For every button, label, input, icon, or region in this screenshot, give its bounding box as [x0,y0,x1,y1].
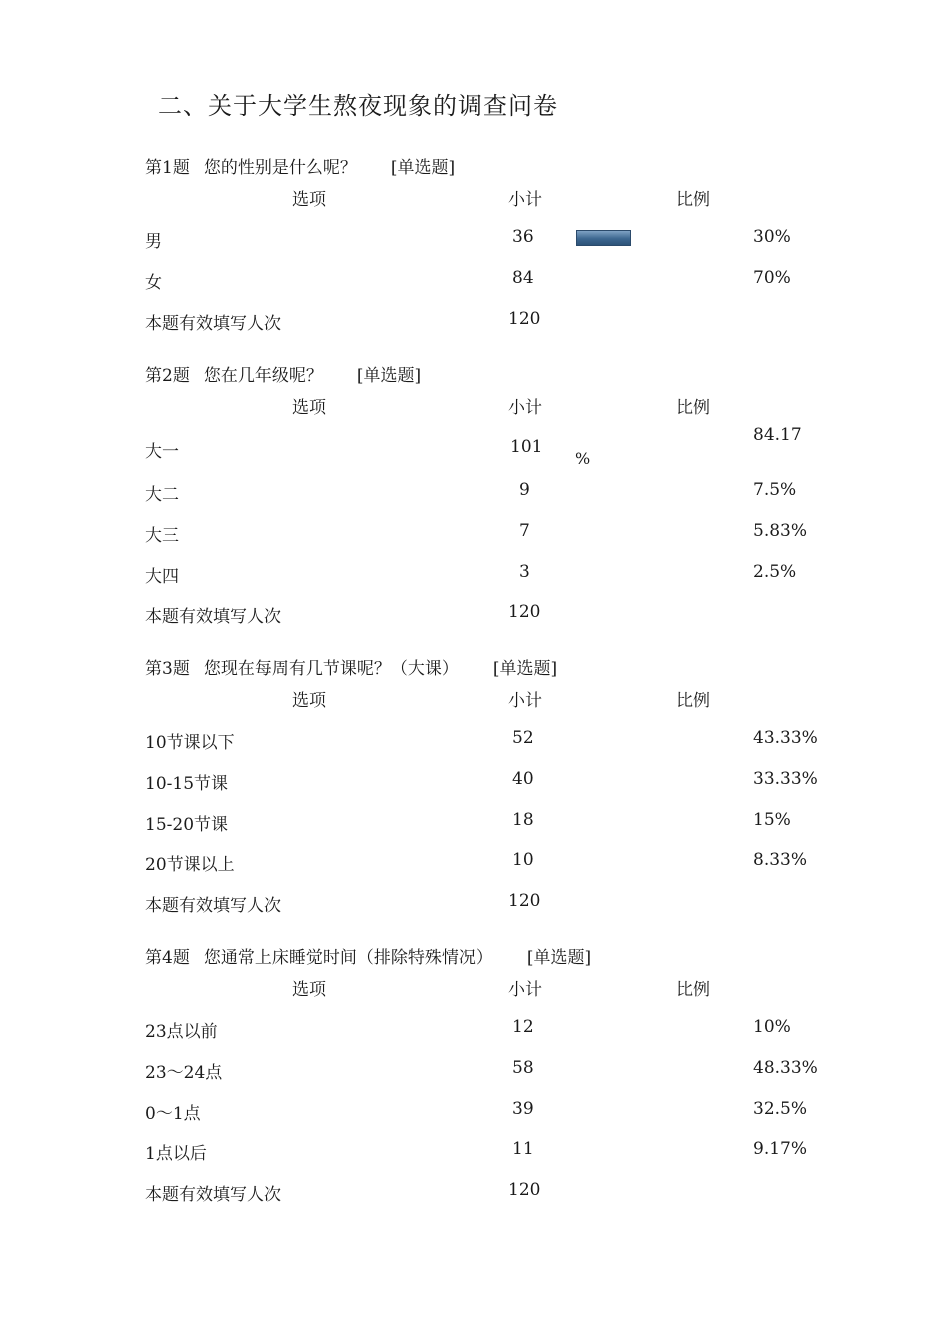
table-row [0,1099,950,1129]
row-ratio-sign: % [575,449,591,468]
header-count: 小计 [508,980,542,1000]
question-type: [单选题] [526,948,592,968]
header-ratio: 比例 [676,398,710,418]
row-option: 0～1点 [145,1104,201,1124]
total-label: 本题有效填写人次 [145,314,281,334]
table-row [0,562,950,592]
row-ratio: 15% [753,810,791,830]
row-ratio: 70% [753,268,791,288]
total-label: 本题有效填写人次 [145,1185,281,1205]
ratio-bar [576,230,631,246]
row-count: 84 [512,268,534,288]
row-option: 1点以后 [145,1144,207,1164]
total-label: 本题有效填写人次 [145,607,281,627]
table-row [0,1058,950,1088]
row-ratio: 5.83% [753,521,808,541]
table-row-total [0,891,950,921]
question-text: 您通常上床睡觉时间（排除特殊情况） [203,948,493,968]
row-option: 10节课以下 [145,733,235,753]
row-ratio: 8.33% [753,850,808,870]
header-option: 选项 [292,190,326,210]
row-option: 20节课以上 [145,855,235,875]
row-count: 11 [512,1139,534,1159]
table-row-total [0,602,950,632]
row-count: 58 [512,1058,534,1078]
question-type: [单选题] [390,158,456,178]
header-count: 小计 [508,190,542,210]
row-count: 40 [512,769,534,789]
question-text: 您的性别是什么呢？ [203,158,357,178]
header-ratio: 比例 [676,691,710,711]
total-label: 本题有效填写人次 [145,896,281,916]
header-ratio: 比例 [676,190,710,210]
header-ratio: 比例 [676,980,710,1000]
row-ratio: 84.17 [753,425,802,445]
table-row [0,268,950,298]
table-row [0,480,950,510]
table-row-total [0,309,950,339]
header-count: 小计 [508,398,542,418]
row-ratio: 9.17% [753,1139,808,1159]
row-count: 7 [519,521,530,541]
row-count: 12 [512,1017,534,1037]
total-count: 120 [508,891,541,911]
question-number: 第3题 [145,659,190,679]
row-count: 3 [519,562,530,582]
table-row [0,810,950,840]
page-title: 二、关于大学生熬夜现象的调查问卷 [158,92,558,120]
total-count: 120 [508,309,541,329]
row-option: 23点以前 [145,1022,218,1042]
table-row [0,425,950,473]
question-text: 您在几年级呢？ [203,366,323,386]
row-ratio: 48.33% [753,1058,818,1078]
row-option: 10-15节课 [145,774,229,794]
question-type: [单选题] [492,659,558,679]
row-ratio: 30% [753,227,791,247]
header-option: 选项 [292,398,326,418]
row-ratio: 10% [753,1017,791,1037]
row-ratio: 7.5% [753,480,797,500]
row-option: 23～24点 [145,1063,223,1083]
row-count: 52 [512,728,534,748]
table-row [0,728,950,758]
question-heading [145,654,557,679]
table-row [0,521,950,551]
row-option: 女 [145,273,162,293]
row-ratio: 2.5% [753,562,797,582]
row-count: 9 [519,480,530,500]
question-heading [145,361,421,386]
row-count: 39 [512,1099,534,1119]
question-type: [单选题] [356,366,422,386]
total-count: 120 [508,1180,541,1200]
row-option: 15-20节课 [145,815,229,835]
row-ratio: 32.5% [753,1099,808,1119]
question-text: 您现在每周有几节课呢？（大课） [203,659,459,679]
header-option: 选项 [292,980,326,1000]
row-option: 大二 [145,485,179,505]
header-option: 选项 [292,691,326,711]
table-row [0,227,950,257]
question-number: 第2题 [145,366,190,386]
table-row [0,850,950,880]
table-row-total [0,1180,950,1210]
table-row [0,1017,950,1047]
question-heading [145,943,591,968]
row-ratio: 33.33% [753,769,818,789]
row-count: 101 [510,437,543,457]
total-count: 120 [508,602,541,622]
row-option: 大三 [145,526,179,546]
header-count: 小计 [508,691,542,711]
question-number: 第1题 [145,158,190,178]
row-option: 男 [145,232,162,252]
table-row [0,769,950,799]
row-option: 大一 [145,442,179,462]
row-count: 36 [512,227,534,247]
table-row [0,1139,950,1169]
question-heading [145,153,455,178]
row-count: 10 [512,850,534,870]
row-option: 大四 [145,567,179,587]
row-ratio: 43.33% [753,728,818,748]
row-count: 18 [512,810,534,830]
question-number: 第4题 [145,948,190,968]
